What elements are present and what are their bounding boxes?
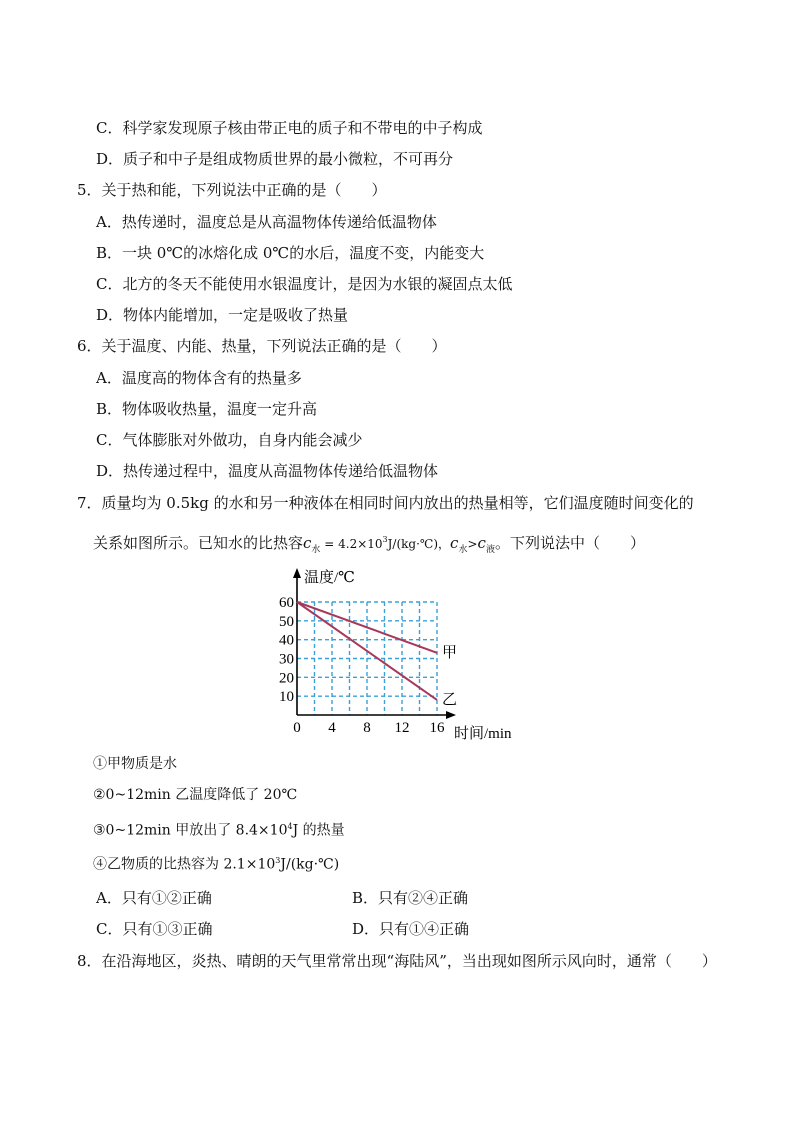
y-axis-label: 温度/℃ [304, 570, 355, 586]
stem-end: 。下列说法中（ ） [494, 534, 645, 552]
sub-liquid: 液 [485, 545, 495, 555]
question-5-option-b: B．一块 0℃的冰熔化成 0℃的水后，温度不变，内能变大 [96, 244, 485, 262]
question-7-stem-line2 [93, 530, 645, 560]
question-6-option-a: A．温度高的物体含有的热量多 [96, 369, 302, 387]
x-axis-label: 时间/min [454, 726, 512, 742]
y-tick-label: 40 [279, 632, 294, 649]
question-6-option-b: B．物体吸收热量，温度一定升高 [96, 400, 318, 418]
x-tick-label: 12 [394, 720, 410, 736]
exp: 3 [275, 856, 281, 865]
statement-4-end: J/(kg·℃) [280, 856, 340, 873]
question-5-stem: 5．关于热和能，下列说法中正确的是（ ） [77, 181, 387, 199]
question-7-option-a: A．只有①②正确 [96, 889, 212, 907]
statement-3-end: J 的热量 [292, 822, 345, 839]
question-4-option-c: C．科学家发现原子核由带正电的质子和不带电的中子构成 [96, 119, 483, 137]
unit-text: J/(kg·℃)， [387, 537, 451, 551]
eq-text: = 4.2×10 [320, 537, 383, 551]
question-4-option-d: D．质子和中子是组成物质世界的最小微粒，不可再分 [96, 150, 454, 168]
var-c: c [477, 534, 486, 552]
sub-water: 水 [311, 545, 321, 555]
question-5-option-c: C．北方的冬天不能使用水银温度计，是因为水银的凝固点太低 [96, 275, 513, 293]
question-6-option-d: D．热传递过程中，温度从高温物体传递给低温物体 [96, 462, 439, 480]
statement-4 [93, 851, 339, 875]
x-tick-label: 0 [293, 720, 301, 736]
question-5-option-d: D．物体内能增加，一定是吸收了热量 [96, 306, 349, 324]
x-tick-label: 16 [429, 720, 445, 736]
var-c: c [303, 534, 312, 552]
y-tick-label: 50 [279, 613, 294, 630]
statement-4-text: ④乙物质的比热容为 2.1×10 [93, 856, 276, 873]
question-7-option-b: B．只有②④正确 [352, 889, 469, 907]
statement-2: ②0~12min 乙温度降低了 20℃ [93, 787, 298, 803]
chart-grid [297, 602, 437, 715]
y-tick-label: 30 [279, 651, 294, 668]
question-7-option-c: C．只有①③正确 [96, 920, 213, 938]
sub-water: 水 [458, 545, 468, 555]
question-6-stem: 6．关于温度、内能、热量，下列说法正确的是（ ） [77, 337, 447, 355]
y-tick-label: 10 [279, 689, 294, 706]
chart-series [297, 602, 457, 708]
question-5-option-a: A．热传递时，温度总是从高温物体传递给低温物体 [96, 213, 437, 231]
series-label: 甲 [442, 644, 458, 661]
y-axis-arrow [293, 568, 301, 578]
stem-text: 关系如图所示。已知水的比热容 [93, 534, 304, 552]
var-c: c [450, 534, 459, 552]
question-8-stem: 8．在沿海地区，炎热、晴朗的天气里常常出现“海陆风”，当出现如图所示风向时，通常（ ） [77, 952, 717, 970]
x-axis-arrow [446, 711, 456, 719]
gt: > [467, 537, 478, 551]
x-tick-label: 4 [328, 720, 336, 736]
exp: 4 [287, 822, 293, 831]
question-7-option-d: D．只有①④正确 [352, 920, 470, 938]
question-6-option-c: C．气体膨胀对外做功，自身内能会减少 [96, 431, 363, 449]
y-tick-label: 20 [279, 670, 294, 687]
x-tick-label: 8 [363, 720, 371, 736]
statement-3-text: ③0~12min 甲放出了 8.4×10 [93, 822, 288, 839]
question-7-stem-line1: 7．质量均为 0.5kg 的水和另一种液体在相同时间内放出的热量相等，它们温度随时间变化的 [77, 494, 694, 512]
exp: 3 [382, 535, 388, 544]
statement-1: ①甲物质是水 [93, 756, 177, 772]
series-label: 乙 [442, 691, 458, 708]
y-tick-label: 60 [279, 595, 294, 611]
temperature-time-chart [270, 562, 530, 747]
statement-3 [93, 817, 345, 841]
